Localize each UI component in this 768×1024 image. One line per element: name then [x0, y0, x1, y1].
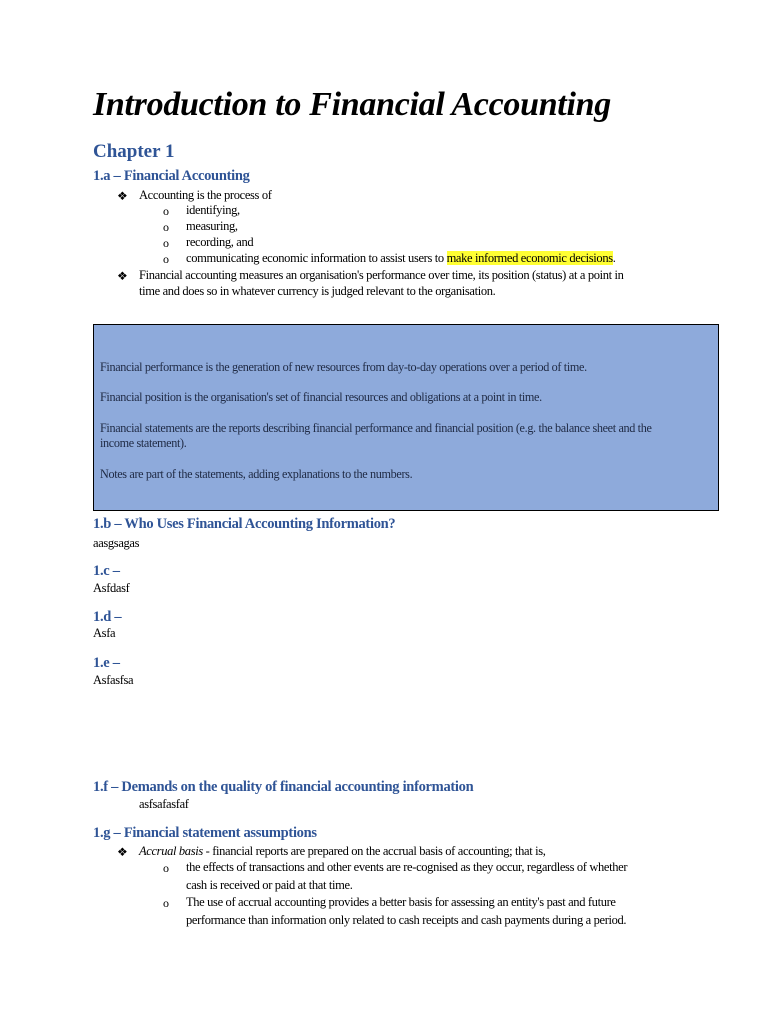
- bullet-text: Financial accounting measures an organisation's performance over time, its position (status) at a point in: [139, 268, 624, 282]
- diamond-bullet-icon: ❖: [117, 845, 128, 859]
- section-1d-heading: 1.d –: [93, 609, 122, 625]
- sub-bullet-text-continued: cash is received or paid at that time.: [186, 878, 353, 892]
- section-1f-text: asfsafasfaf: [139, 797, 189, 811]
- sub-bullet-text-end: .: [612, 251, 616, 265]
- circle-bullet-icon: o: [163, 252, 169, 266]
- section-1d-text: Asfa: [93, 626, 116, 640]
- definition-notes: Notes are part of the statements, adding explanations to the numbers.: [100, 467, 413, 481]
- bullet-text: Accounting is the process of: [139, 188, 272, 202]
- definition-financial-statements-continued: income statement).: [100, 436, 187, 450]
- document-title: Introduction to Financial Accounting: [93, 86, 611, 123]
- chapter-heading: Chapter 1: [93, 141, 175, 162]
- accrual-basis-definition: - financial reports are prepared on the accrual basis of accounting; that is,: [202, 844, 546, 858]
- circle-bullet-icon: o: [163, 220, 169, 234]
- definitions-box: [93, 324, 719, 511]
- definition-financial-performance: Financial performance is the generation of new resources from day-to-day operations over a period of time.: [100, 360, 587, 374]
- sub-bullet-text: [186, 251, 616, 266]
- circle-bullet-icon: o: [163, 896, 169, 910]
- section-1f-heading: 1.f – Demands on the quality of financial accounting information: [93, 779, 474, 795]
- bullet-text: [139, 844, 546, 859]
- sub-bullet-text-start: communicating economic information to assist users to: [186, 251, 447, 265]
- circle-bullet-icon: o: [163, 861, 169, 875]
- diamond-bullet-icon: ❖: [117, 189, 128, 203]
- sub-bullet-text: recording, and: [186, 235, 254, 249]
- section-1g-heading: 1.g – Financial statement assumptions: [93, 825, 317, 841]
- section-1b-text: aasgsagas: [93, 536, 140, 550]
- section-1a-heading: 1.a – Financial Accounting: [93, 168, 250, 184]
- section-1e-heading: 1.e –: [93, 655, 120, 671]
- section-1c-heading: 1.c –: [93, 563, 120, 579]
- circle-bullet-icon: o: [163, 204, 169, 218]
- accrual-basis-term: Accrual basis: [139, 844, 203, 858]
- definition-financial-statements: Financial statements are the reports describing financial performance and financial position (e.g. the balance sheet and the: [100, 421, 652, 435]
- sub-bullet-text: The use of accrual accounting provides a better basis for assessing an entity's past and future: [186, 895, 616, 909]
- section-1c-text: Asfdasf: [93, 581, 130, 595]
- sub-bullet-text: identifying,: [186, 203, 240, 217]
- definition-financial-position: Financial position is the organisation's set of financial resources and obligations at a point in time.: [100, 390, 542, 404]
- diamond-bullet-icon: ❖: [117, 269, 128, 283]
- section-1e-text: Asfasfsa: [93, 673, 134, 687]
- highlighted-text: make informed economic decisions: [446, 251, 613, 265]
- bullet-text-continued: time and does so in whatever currency is judged relevant to the organisation.: [139, 284, 496, 298]
- sub-bullet-text-continued: performance than information only related to cash receipts and cash payments during a period.: [186, 913, 627, 927]
- circle-bullet-icon: o: [163, 236, 169, 250]
- sub-bullet-text: the effects of transactions and other events are re-cognised as they occur, regardless of whether: [186, 860, 628, 874]
- section-1b-heading: 1.b – Who Uses Financial Accounting Information?: [93, 516, 396, 532]
- sub-bullet-text: measuring,: [186, 219, 238, 233]
